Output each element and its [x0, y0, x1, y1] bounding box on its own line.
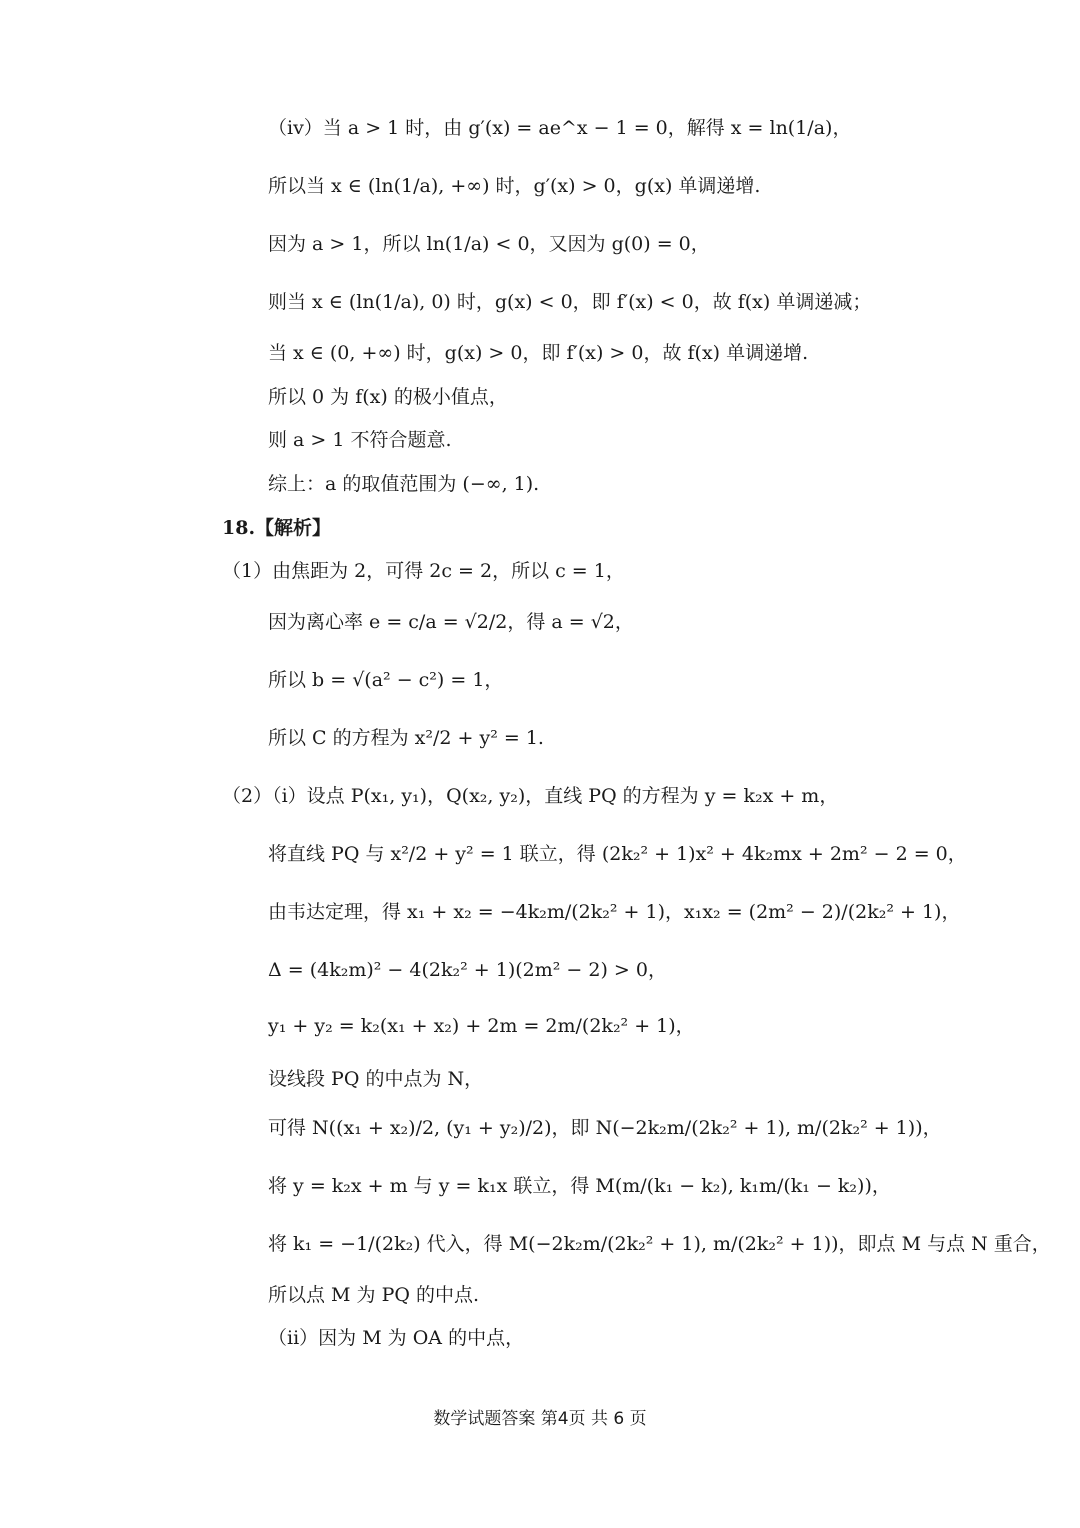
text-line-21: 将 y = k₂x + m 与 y = k₁x 联立，得 M(m/(k₁ − k₂), k₁m/(k₁ − k₂))，	[268, 1174, 891, 1197]
page-footer: 数学试题答案 第4页 共 6 页	[433, 1409, 647, 1429]
section-heading: 18.【解析】	[222, 516, 332, 539]
text-line-3: 因为 a > 1，所以 ln(1/a) < 0，又因为 g(0) = 0，	[268, 232, 710, 255]
text-line-8: 综上：a 的取值范围为 (−∞, 1).	[268, 472, 540, 495]
text-line-15: 将直线 PQ 与 x²/2 + y² = 1 联立，得 (2k₂² + 1)x² + 4k₂mx + 2m² − 2 = 0，	[268, 842, 967, 865]
text-line-13: 所以 C 的方程为 x²/2 + y² = 1.	[268, 726, 544, 749]
text-line-7: 则 a > 1 不符合题意.	[268, 428, 452, 451]
text-line-14: （2）（i）设点 P(x₁, y₁)，Q(x₂, y₂)，直线 PQ 的方程为 y = k₂x + m，	[222, 784, 839, 807]
text-line-24: （ii）因为 M 为 OA 的中点，	[268, 1326, 525, 1349]
text-line-1: （iv）当 a > 1 时，由 g′(x) = ae^x − 1 = 0，解得 x = ln(1/a)，	[268, 116, 852, 139]
text-line-20: 可得 N((x₁ + x₂)/2, (y₁ + y₂)/2)，即 N(−2k₂m/(2k₂² + 1), m/(2k₂² + 1))，	[268, 1116, 942, 1139]
text-line-18: y₁ + y₂ = k₂(x₁ + x₂) + 2m = 2m/(2k₂² + 1)，	[268, 1014, 695, 1037]
text-line-4: 则当 x ∈ (ln(1/a), 0) 时，g(x) < 0，即 f′(x) < 0，故 f(x) 单调递减；	[268, 290, 872, 313]
text-line-11: 因为离心率 e = c/a = √2/2，得 a = √2，	[268, 610, 634, 633]
text-line-6: 所以 0 为 f(x) 的极小值点，	[268, 385, 508, 408]
text-line-10: （1）由焦距为 2，可得 2c = 2，所以 c = 1，	[222, 559, 625, 582]
text-line-19: 设线段 PQ 的中点为 N，	[268, 1067, 484, 1090]
text-line-17: Δ = (4k₂m)² − 4(2k₂² + 1)(2m² − 2) > 0，	[268, 958, 667, 981]
text-line-22: 将 k₁ = −1/(2k₂) 代入，得 M(−2k₂m/(2k₂² + 1), m/(2k₂² + 1))，即点 M 与点 N 重合，	[268, 1232, 1051, 1255]
text-line-12: 所以 b = √(a² − c²) = 1，	[268, 668, 504, 691]
text-line-23: 所以点 M 为 PQ 的中点.	[268, 1283, 480, 1306]
text-line-5: 当 x ∈ (0, +∞) 时，g(x) > 0，即 f′(x) > 0，故 f(x) 单调递增.	[268, 341, 809, 364]
text-line-16: 由韦达定理，得 x₁ + x₂ = −4k₂m/(2k₂² + 1)，x₁x₂ = (2m² − 2)/(2k₂² + 1)，	[268, 900, 961, 923]
text-line-2: 所以当 x ∈ (ln(1/a), +∞) 时，g′(x) > 0，g(x) 单调递增.	[268, 174, 761, 197]
